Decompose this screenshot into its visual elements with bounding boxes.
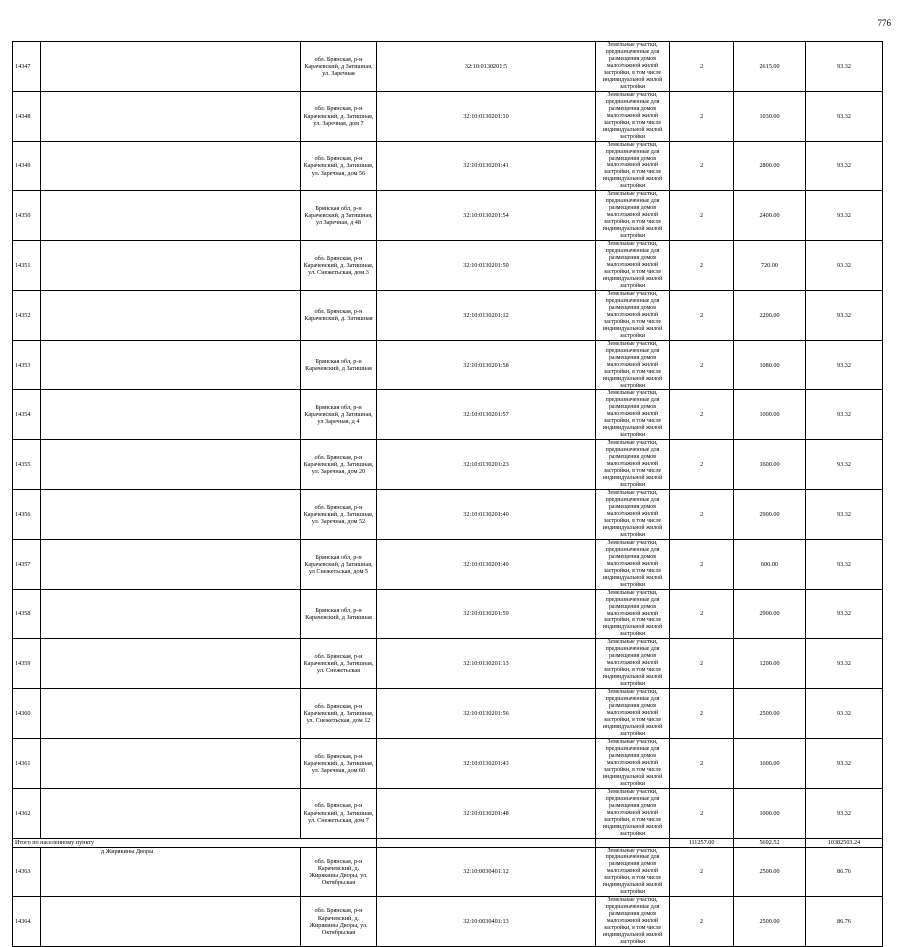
- rate-cell: 93.32: [806, 738, 883, 788]
- address-cell: обл. Брянская, р-н Карачевский, д. Жирякины Дворы, ул. Октябрьская: [301, 847, 377, 897]
- rate-cell: 93.32: [806, 639, 883, 689]
- land-use-cell: Земельные участки, предназначенные для размещения домов малоэтажной жилой застройки, в том числе индивидуальной жилой застройки: [596, 689, 670, 739]
- record-number: 14364: [13, 897, 41, 947]
- land-use-cell: Земельные участки, предназначенные для размещения домов малоэтажной жилой застройки, в том числе индивидуальной жилой застройки: [596, 847, 670, 897]
- table-row: [13, 390, 883, 440]
- rate-cell: 93.32: [806, 589, 883, 639]
- rate-cell: 93.32: [806, 241, 883, 291]
- record-number: 14351: [13, 241, 41, 291]
- place-empty-cell: [41, 141, 301, 191]
- land-use-cell: Земельные участки, предназначенные для размещения домов малоэтажной жилой застройки, в том числе индивидуальной жилой застройки: [596, 589, 670, 639]
- table-row: [13, 689, 883, 739]
- group-cell: 2: [670, 689, 734, 739]
- rate-cell: 93.32: [806, 42, 883, 92]
- table-row: [13, 241, 883, 291]
- table-body-zhiryakiny-dvory: [13, 847, 883, 947]
- cadastral-number-cell: 32:10:0130201:56: [377, 689, 596, 739]
- table-row: [13, 141, 883, 191]
- cadastral-number-cell: 32:10:0130201:57: [377, 390, 596, 440]
- total-row: [13, 838, 883, 847]
- group-cell: 2: [670, 539, 734, 589]
- table-body-zatishnaya: [13, 42, 883, 839]
- record-number: 14352: [13, 290, 41, 340]
- place-name-cell: д Жирякины Дворы: [41, 847, 301, 897]
- land-use-cell: Земельные участки, предназначенные для размещения домов малоэтажной жилой застройки, в том числе индивидуальной жилой застройки: [596, 738, 670, 788]
- group-cell: 2: [670, 788, 734, 838]
- group-cell: 2: [670, 589, 734, 639]
- group-cell: 2: [670, 847, 734, 897]
- area-cell: 1000.00: [734, 788, 806, 838]
- land-use-cell: Земельные участки, предназначенные для размещения домов малоэтажной жилой застройки, в том числе индивидуальной жилой застройки: [596, 390, 670, 440]
- cadastral-number-cell: 32:10:0130201:23: [377, 440, 596, 490]
- land-use-cell: Земельные участки, предназначенные для размещения домов малоэтажной жилой застройки, в том числе индивидуальной жилой застройки: [596, 340, 670, 390]
- rate-cell: 93.32: [806, 191, 883, 241]
- land-use-cell: Земельные участки, предназначенные для размещения домов малоэтажной жилой застройки, в том числе индивидуальной жилой застройки: [596, 897, 670, 947]
- place-empty-cell: [41, 390, 301, 440]
- record-number: 14361: [13, 738, 41, 788]
- land-use-cell: Земельные участки, предназначенные для размещения домов малоэтажной жилой застройки, в том числе индивидуальной жилой застройки: [596, 191, 670, 241]
- area-cell: 2900.00: [734, 589, 806, 639]
- place-empty-cell: [41, 241, 301, 291]
- place-empty-cell: [41, 738, 301, 788]
- table-row: [13, 42, 883, 92]
- record-number: 14357: [13, 539, 41, 589]
- record-number: 14358: [13, 589, 41, 639]
- total-sum: 10382503.24: [806, 838, 883, 847]
- land-use-cell: Земельные участки, предназначенные для размещения домов малоэтажной жилой застройки, в том числе индивидуальной жилой застройки: [596, 440, 670, 490]
- place-empty-cell: [41, 689, 301, 739]
- land-use-cell: Земельные участки, предназначенные для размещения домов малоэтажной жилой застройки, в том числе индивидуальной жилой застройки: [596, 788, 670, 838]
- address-cell: Брянская обл, р-н Карачевский, д Затишная, ул Снежетьская, дом 5: [301, 539, 377, 589]
- rate-cell: 93.32: [806, 440, 883, 490]
- rate-cell: 86.76: [806, 847, 883, 897]
- table-row: [13, 91, 883, 141]
- place-empty-cell: [41, 91, 301, 141]
- area-cell: 2500.00: [734, 847, 806, 897]
- address-cell: обл. Брянская, р-н Карачевский, д. Затишная, ул. Снежетьская, дом 3: [301, 241, 377, 291]
- address-cell: обл. Брянская, р-н Карачевский, д. Жирякины Дворы, ул. Октябрьская: [301, 897, 377, 947]
- land-use-cell: Земельные участки, предназначенные для размещения домов малоэтажной жилой застройки, в том числе индивидуальной жилой застройки: [596, 639, 670, 689]
- address-cell: обл. Брянская, р-н Карачевский, д. Затишная, ул. Заречная, дом 7: [301, 91, 377, 141]
- place-empty-cell: [41, 490, 301, 540]
- table-row: [13, 788, 883, 838]
- table-row: [13, 847, 883, 897]
- group-cell: 2: [670, 340, 734, 390]
- record-number: 14355: [13, 440, 41, 490]
- total-empty-cell: [596, 838, 670, 847]
- address-cell: Брянская обл, р-н Карачевский, д Затишная: [301, 589, 377, 639]
- table-row: [13, 539, 883, 589]
- cadastral-number-cell: 32:10:0030401:13: [377, 897, 596, 947]
- total-label: Итого по населенному пункту: [13, 838, 377, 847]
- land-cadastral-table: [12, 41, 883, 947]
- place-empty-cell: [41, 539, 301, 589]
- land-use-cell: Земельные участки, предназначенные для размещения домов малоэтажной жилой застройки, в том числе индивидуальной жилой застройки: [596, 290, 670, 340]
- place-empty-cell: [41, 290, 301, 340]
- rate-cell: 93.32: [806, 91, 883, 141]
- cadastral-number-cell: 32:10:0130201:13: [377, 639, 596, 689]
- rate-cell: 93.32: [806, 390, 883, 440]
- cadastral-number-cell: 32:10:0130201:12: [377, 290, 596, 340]
- group-cell: 2: [670, 390, 734, 440]
- rate-cell: 93.32: [806, 340, 883, 390]
- group-cell: 2: [670, 290, 734, 340]
- record-number: 14347: [13, 42, 41, 92]
- table-total-section: [13, 838, 883, 847]
- rate-cell: 93.32: [806, 788, 883, 838]
- rate-cell: 93.32: [806, 490, 883, 540]
- group-cell: 2: [670, 42, 734, 92]
- address-cell: Брянская обл, р-н Карачевский, д Затишная, ул Заречная, д 48: [301, 191, 377, 241]
- rate-cell: 93.32: [806, 141, 883, 191]
- address-cell: обл. Брянская, р-н Карачевский, д. Затишная: [301, 290, 377, 340]
- land-use-cell: Земельные участки, предназначенные для размещения домов малоэтажной жилой застройки, в том числе индивидуальной жилой застройки: [596, 539, 670, 589]
- place-empty-cell: [41, 340, 301, 390]
- group-cell: 2: [670, 241, 734, 291]
- place-empty-cell: [41, 788, 301, 838]
- group-cell: 2: [670, 91, 734, 141]
- total-empty-cell: [377, 838, 596, 847]
- total-rate: 5692.52: [734, 838, 806, 847]
- land-use-cell: Земельные участки, предназначенные для размещения домов малоэтажной жилой застройки, в том числе индивидуальной жилой застройки: [596, 91, 670, 141]
- area-cell: 1600.00: [734, 738, 806, 788]
- record-number: 14348: [13, 91, 41, 141]
- cadastral-number-cell: 32:10:0130201:40: [377, 490, 596, 540]
- total-area: 111257.00: [670, 838, 734, 847]
- table-row: [13, 639, 883, 689]
- table-row: [13, 440, 883, 490]
- area-cell: 2800.00: [734, 141, 806, 191]
- address-cell: обл. Брянская, р-н Карачевский, д. Затишная, ул. Заречная, дом 60: [301, 738, 377, 788]
- cadastral-number-cell: 32:10:0130201:58: [377, 340, 596, 390]
- area-cell: 1080.00: [734, 340, 806, 390]
- group-cell: 2: [670, 897, 734, 947]
- record-number: 14349: [13, 141, 41, 191]
- record-number: 14362: [13, 788, 41, 838]
- cadastral-number-cell: 32:10:0130201:43: [377, 738, 596, 788]
- table-row: [13, 589, 883, 639]
- record-number: 14354: [13, 390, 41, 440]
- area-cell: 2500.00: [734, 689, 806, 739]
- place-empty-cell: [41, 589, 301, 639]
- group-cell: 2: [670, 141, 734, 191]
- area-cell: 1030.00: [734, 91, 806, 141]
- area-cell: 720.00: [734, 241, 806, 291]
- area-cell: 2615.00: [734, 42, 806, 92]
- area-cell: 2200.00: [734, 290, 806, 340]
- area-cell: 1200.00: [734, 639, 806, 689]
- address-cell: обл. Брянская, р-н Карачевский, д. Затишная, ул. Заречная, дом 56: [301, 141, 377, 191]
- cadastral-number-cell: 32:10:0130201:41: [377, 141, 596, 191]
- area-cell: 2500.00: [734, 897, 806, 947]
- cadastral-number-cell: 32:10:0130201:49: [377, 539, 596, 589]
- address-cell: обл. Брянская, р-н Карачевский, д. Затишная, ул. Снежетьская, дом 7: [301, 788, 377, 838]
- table-row: [13, 340, 883, 390]
- cadastral-number-cell: 32:10:0130201:54: [377, 191, 596, 241]
- cadastral-number-cell: 32:10:0130201:48: [377, 788, 596, 838]
- address-cell: Брянская обл, р-н Карачевский, д Затишная: [301, 340, 377, 390]
- cadastral-number-cell: 32:10:0130201:50: [377, 241, 596, 291]
- address-cell: обл. Брянская, р-н Карачевский, д. Затишная, ул. Снежетьская, дом 12: [301, 689, 377, 739]
- area-cell: 2400.00: [734, 191, 806, 241]
- rate-cell: 93.32: [806, 290, 883, 340]
- table-row: [13, 490, 883, 540]
- record-number: 14350: [13, 191, 41, 241]
- land-use-cell: Земельные участки, предназначенные для размещения домов малоэтажной жилой застройки, в том числе индивидуальной жилой застройки: [596, 490, 670, 540]
- address-cell: Брянская обл, р-н Карачевский, д Затишная, ул Заречная, д 4: [301, 390, 377, 440]
- page-number: 776: [877, 18, 891, 28]
- group-cell: 2: [670, 440, 734, 490]
- cadastral-number-cell: 32:10:0130201:10: [377, 91, 596, 141]
- land-use-cell: Земельные участки, предназначенные для размещения домов малоэтажной жилой застройки, в том числе индивидуальной жилой застройки: [596, 241, 670, 291]
- place-empty-cell: [41, 440, 301, 490]
- record-number: 14360: [13, 689, 41, 739]
- cadastral-number-cell: 32:10:0030401:12: [377, 847, 596, 897]
- address-cell: обл. Брянская, р-н Карачевский, д Затишная, ул. Заречная: [301, 42, 377, 92]
- place-empty-cell: [41, 191, 301, 241]
- table-row: [13, 738, 883, 788]
- cadastral-number-cell: 32:10:0130201:59: [377, 589, 596, 639]
- area-cell: 1600.00: [734, 440, 806, 490]
- area-cell: 600.00: [734, 539, 806, 589]
- place-empty-cell: [41, 42, 301, 92]
- group-cell: 2: [670, 490, 734, 540]
- land-use-cell: Земельные участки, предназначенные для размещения домов малоэтажной жилой застройки, в том числе индивидуальной жилой застройки: [596, 141, 670, 191]
- area-cell: 1000.00: [734, 390, 806, 440]
- record-number: 14353: [13, 340, 41, 390]
- group-cell: 2: [670, 639, 734, 689]
- rate-cell: 93.32: [806, 689, 883, 739]
- place-empty-cell: [41, 897, 301, 947]
- address-cell: обл. Брянская, р-н Карачевский, д. Затишная, ул. Снежетьская: [301, 639, 377, 689]
- record-number: 14363: [13, 847, 41, 897]
- table-row: [13, 290, 883, 340]
- record-number: 14359: [13, 639, 41, 689]
- rate-cell: 93.32: [806, 539, 883, 589]
- group-cell: 2: [670, 738, 734, 788]
- area-cell: 2900.00: [734, 490, 806, 540]
- address-cell: обл. Брянская, р-н Карачевский, д. Затишная, ул. Заречная, дом 20: [301, 440, 377, 490]
- table-row: [13, 897, 883, 947]
- group-cell: 2: [670, 191, 734, 241]
- land-use-cell: Земельные участки, предназначенные для размещения домов малоэтажной жилой застройки, в том числе индивидуальной жилой застройки: [596, 42, 670, 92]
- place-empty-cell: [41, 639, 301, 689]
- address-cell: обл. Брянская, р-н Карачевский, д. Затишная, ул. Заречная, дом 52: [301, 490, 377, 540]
- rate-cell: 86.76: [806, 897, 883, 947]
- table-row: [13, 191, 883, 241]
- cadastral-number-cell: 32:10:0130201:5: [377, 42, 596, 92]
- record-number: 14356: [13, 490, 41, 540]
